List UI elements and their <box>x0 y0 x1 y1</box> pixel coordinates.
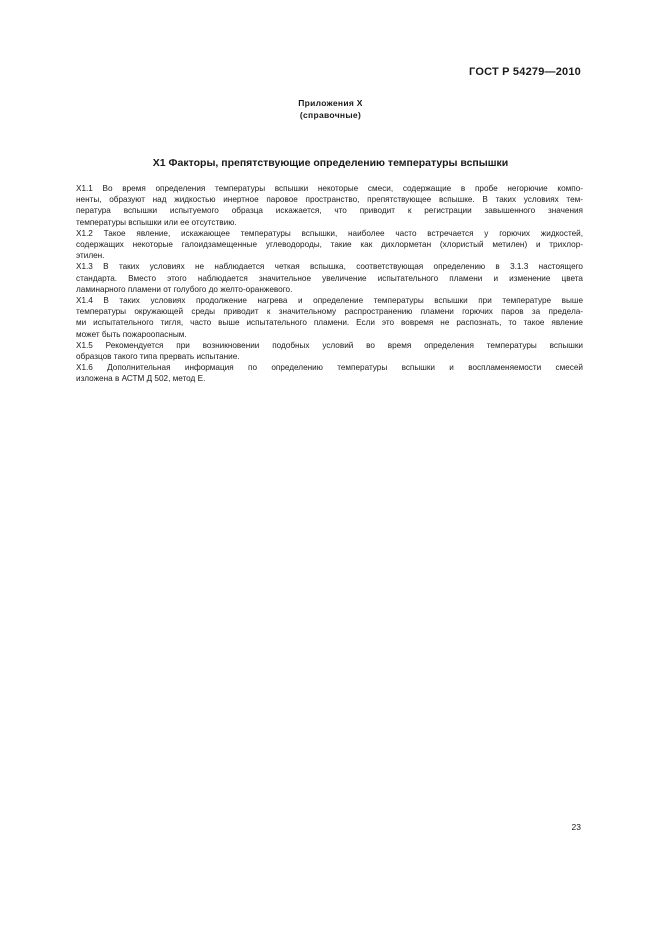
paragraph <box>76 261 583 295</box>
paragraph <box>76 362 583 384</box>
appendix-header <box>0 97 661 121</box>
page-number: 23 <box>571 822 581 832</box>
paragraph-line: может быть пожароопасным. <box>76 329 187 339</box>
paragraph-line: температуры окружающей среды приводит к значительному распространению пламени горючих паров за предела- <box>76 307 583 317</box>
paragraph <box>76 228 583 262</box>
paragraph-line: температуры вспышки или ее отсутствию. <box>76 217 237 227</box>
paragraph <box>76 295 583 340</box>
paragraph-line: содержащих некоторые галоидзамещенные углеводороды, такие как дихлорметан (хлористый метилен) и трихлор- <box>76 240 583 250</box>
paragraph-line: Х1.1 Во время определения температуры вспышки некоторые смеси, содержащие в пробе негорючие компо- <box>76 184 583 193</box>
body-text <box>76 183 583 385</box>
paragraph-line: Х1.6 Дополнительная информация по определению температуры вспышки и воспламеняемости смесей <box>76 363 583 373</box>
appendix-title: Приложения X <box>298 98 363 108</box>
paragraph-line: Х1.3 В таких условиях не наблюдается четкая вспышка, соответствующая определению в 3.1.3 настоящего <box>76 262 583 272</box>
paragraph-line: ненты, образуют над жидкостью инертное паровое пространство, препятствующее вспышке. В таких условиях тем- <box>76 195 583 205</box>
paragraph-line: пература вспышки испытуемого образца искажается, что приводит к регистрации завышенного значения <box>76 206 583 216</box>
document-code: ГОСТ Р 54279—2010 <box>469 66 581 78</box>
paragraph-line: Х1.2 Такое явление, искажающее температуры вспышки, наиболее часто встречается у горючих жидкостей, <box>76 228 583 238</box>
paragraph <box>76 340 583 362</box>
paragraph-line: ламинарного пламени от голубого до желто-оранжевого. <box>76 284 293 294</box>
paragraph <box>76 183 583 228</box>
paragraph-line: стандарта. Вместо этого наблюдается значительное увеличение испытательного пламени и изменение цвета <box>76 273 583 283</box>
appendix-subtitle: (справочные) <box>299 110 362 120</box>
paragraph-line: изложена в АСТМ Д 502, метод Е. <box>76 374 206 384</box>
paragraph-line: Х1.5 Рекомендуется при возникновении подобных условий во время определения температуры вспышки <box>76 340 583 350</box>
section-heading: X1 Факторы, препятствующие определению температуры вспышки <box>152 157 509 169</box>
paragraph-line: ми испытательного тигля, часто выше испытательного пламени. Если это вовремя не распознать, то такое явление <box>76 318 583 328</box>
paragraph-line: образцов такого типа прервать испытание. <box>76 352 240 362</box>
paragraph-line: Х1.4 В таких условиях продолжение нагрева и определение температуры вспышки при температуре выше <box>76 296 583 306</box>
paragraph-line: этилен. <box>76 251 105 261</box>
